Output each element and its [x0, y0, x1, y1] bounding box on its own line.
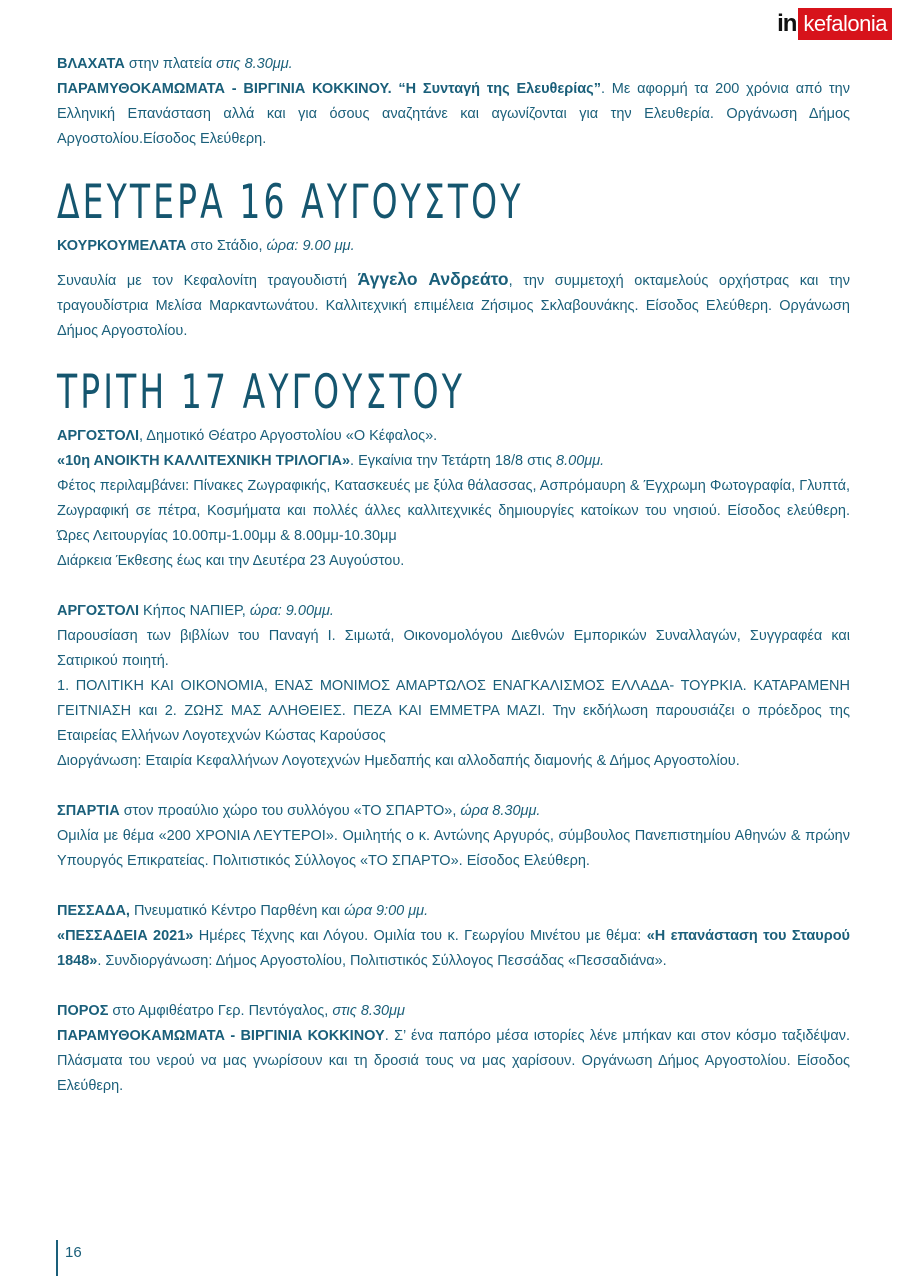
event-header	[57, 899, 850, 924]
event-description: . Με αφορμή τα 200 χρόνια από την Ελληνική Επανάσταση αλλά και για όσους αναζητάνε και αγωνίζονται για την Ελευθερία. Οργάνωση Δήμος Αργοστολίου.Είσοδος Ελεύθερη.	[57, 81, 850, 147]
event-location: Κήπος ΝΑΠΙΕΡ,	[139, 603, 250, 619]
event-header	[57, 999, 850, 1024]
event-place: ΣΠΑΡΤΙΑ	[57, 803, 120, 819]
event-kourkoumelata-header	[57, 234, 850, 259]
event-pessada	[57, 899, 850, 974]
event-place: ΑΡΓΟΣΤΟΛΙ	[57, 603, 140, 619]
event-description: Ομιλία με θέμα «200 ΧΡΟΝΙΑ ΛΕΥΤΕΡΟΙ». Ομιλητής ο κ. Αντώνης Αργυρός, σύμβουλος Πανεπιστημίου Αθηνών & πρώην Υπουργός Επικρατείας. Πολιτιστικός Σύλλογος «ΤΟ ΣΠΑΡΤΟ». Είσοδος Ελεύθερη.	[57, 828, 850, 869]
event-header	[57, 799, 850, 824]
event-location: στο Στάδιο,	[186, 238, 267, 254]
event-description: . Σ’ ένα παπόρο μέσα ιστορίες λένε μπήκαν και στον κόσμο ταξιδέψαν. Πλάσματα του νερού να μας γνωρίσουν και τη δροσιά τους να μας χαρίσουν. Οργάνωση Δήμος Αργοστολίου. Είσοδος Ελεύθερη.	[57, 1028, 850, 1094]
event-organizer: Διοργάνωση: Εταιρία Κεφαλλήνων Λογοτεχνών Ημεδαπής και αλλοδαπής διαμονής & Δήμος Αργοστολίου.	[57, 753, 740, 769]
event-location: Πνευματικό Κέντρο Παρθένη και	[129, 903, 345, 919]
event-time: στις 8.30μμ.	[216, 56, 293, 72]
event-time: ώρα: 9.00μμ.	[249, 603, 334, 619]
event-argostoli-trilogy	[57, 424, 850, 574]
event-header	[57, 599, 850, 624]
event-title: ΠΑΡΑΜΥΘΟΚΑΜΩΜΑΤΑ - ΒΙΡΓΙΝΙΑ ΚΟΚΚΙΝΟΥ. “Η Συνταγή της Ελευθερίας”	[57, 81, 601, 97]
event-title: «ΠΕΣΣΑΔΕΙΑ 2021»	[57, 928, 194, 944]
event-time: ώρα: 9.00 μμ.	[266, 238, 355, 254]
logo-in: in	[777, 8, 798, 40]
event-duration: Διάρκεια Έκθεσης έως και την Δευτέρα 23 Αυγούστου.	[57, 553, 405, 569]
event-time: ώρα 8.30μμ.	[460, 803, 541, 819]
event-artist: Άγγελο Ανδρεάτο	[357, 269, 509, 289]
page-content	[57, 52, 850, 1099]
event-vlachata-header	[57, 52, 850, 77]
event-description: Συναυλία με τον Κεφαλονίτη τραγουδιστή	[57, 273, 358, 289]
event-place: ΒΛΑΧΑΤΑ	[57, 56, 125, 72]
event-body	[57, 924, 850, 974]
event-vlachata	[57, 52, 850, 152]
event-location: στον προαύλιο χώρο του συλλόγου «ΤΟ ΣΠΑΡΤΟ»,	[119, 803, 461, 819]
event-location: στο Αμφιθέατρο Γερ. Πεντόγαλος,	[108, 1003, 333, 1019]
event-title: «10η ΑΝΟΙΚΤΗ ΚΑΛΛΙΤΕΧΝΙΚΗ ΤΡΙΛΟΓΙΑ»	[57, 453, 351, 469]
event-kourkoumelata-body	[57, 267, 850, 344]
event-place: ΠΟΡΟΣ	[57, 1003, 109, 1019]
event-spartia	[57, 799, 850, 874]
event-body	[57, 1024, 850, 1099]
event-opening: . Εγκαίνια την Τετάρτη 18/8 στις	[350, 453, 557, 469]
event-time: ώρα 9:00 μμ.	[344, 903, 429, 919]
event-place: ΑΡΓΟΣΤΟΛΙ	[57, 428, 140, 444]
event-description-cont: . Συνδιοργάνωση: Δήμος Αργοστολίου, Πολιτιστικός Σύλλογος Πεσσάδας «Πεσσαδιάνα».	[97, 953, 667, 969]
event-place: ΚΟΥΡΚΟΥΜΕΛΑΤΑ	[57, 238, 187, 254]
logo-kefalonia: kefalonia	[798, 8, 892, 40]
inkefalonia-logo	[777, 8, 892, 40]
footer-rule	[56, 1240, 58, 1276]
event-location: , Δημοτικό Θέατρο Αργοστολίου «Ο Κέφαλος».	[139, 428, 438, 444]
event-title: ΠΑΡΑΜΥΘΟΚΑΜΩΜΑΤΑ - ΒΙΡΓΙΝΙΑ ΚΟΚΚΙΝΟΥ	[57, 1028, 385, 1044]
day-heading-tuesday: ΤΡΙΤΗ 17 ΑΥΓΟΥΣΤΟΥ	[57, 365, 465, 420]
day-heading-monday: ΔΕΥΤΕΡΑ 16 ΑΥΓΟΥΣΤΟΥ	[57, 175, 524, 230]
event-place: ΠΕΣΣΑΔΑ,	[57, 903, 130, 919]
event-description: Ημέρες Τέχνης και Λόγου. Ομιλία του κ. Γεωργίου Μινέτου με θέμα:	[193, 928, 647, 944]
event-kourkoumelata	[57, 234, 850, 344]
event-location: στην πλατεία	[124, 56, 217, 72]
event-argostoli-napier	[57, 599, 850, 774]
page-number: 16	[65, 1244, 82, 1261]
event-time: στις 8.30μμ	[332, 1003, 405, 1019]
event-vlachata-body	[57, 77, 850, 152]
event-description-cont: , την συμμετοχή οκταμελούς ορχήστρας και την τραγουδίστρια Μελίσα Μαρκαντωνάτου. Καλλιτεχνική επιμέλεια Ζήσιμος Σκλαβουνάκης. Είσοδος Ελεύθερη. Οργάνωση Δήμος Αργοστολίου.	[57, 273, 850, 339]
event-poros	[57, 999, 850, 1099]
event-description: Παρουσίαση των βιβλίων του Παναγή Ι. Σιμωτά, Οικονομολόγου Διεθνών Εμπορικών Συναλλαγών, Συγγραφέα και Σατιρικού ποιητή.	[57, 628, 850, 669]
event-opening-time: 8.00μμ.	[556, 453, 605, 469]
event-header	[57, 424, 850, 449]
event-books: 1. ΠΟΛΙΤΙΚΗ ΚΑΙ ΟΙΚΟΝΟΜΙΑ, ΕΝΑΣ ΜΟΝΙΜΟΣ ΑΜΑΡΤΩΛΟΣ ΕΝΑΓΚΑΛΙΣΜΟΣ ΕΛΛΑΔΑ- ΤΟΥΡΚΙΑ. ΚΑΤΑΡΑΜΕΝΗ ΓΕΙΤΝΙΑΣΗ και 2. ΖΩΗΣ ΜΑΣ ΑΛΗΘΕΙΕΣ. ΠΕΖΑ ΚΑΙ ΕΜΜΕΤΡΑ ΜΑΖΙ. Την εκδήλωση παρουσιάζει ο πρόεδρος της Εταιρείας Ελλήνων Λογοτεχνών Κώστας Καρούσος	[57, 678, 850, 744]
event-description: Φέτος περιλαμβάνει: Πίνακες Ζωγραφικής, Κατασκευές με ξύλα θάλασσας, Ασπρόμαυρη & Έγχρωμη Φωτογραφία, Γλυπτά, Ζωγραφική σε πέτρα, Κοσμήματα και πολλές άλλες καλλιτεχνικές δημιουργίες κατοίκων του νησιού. Είσοδος ελεύθερη. Ώρες Λειτουργίας 10.00πμ-1.00μμ & 8.00μμ-10.30μμ	[57, 478, 850, 544]
event-title-line	[57, 449, 850, 474]
event-topic: «Η επανάσταση του Σταυρού 1848»	[57, 928, 850, 969]
